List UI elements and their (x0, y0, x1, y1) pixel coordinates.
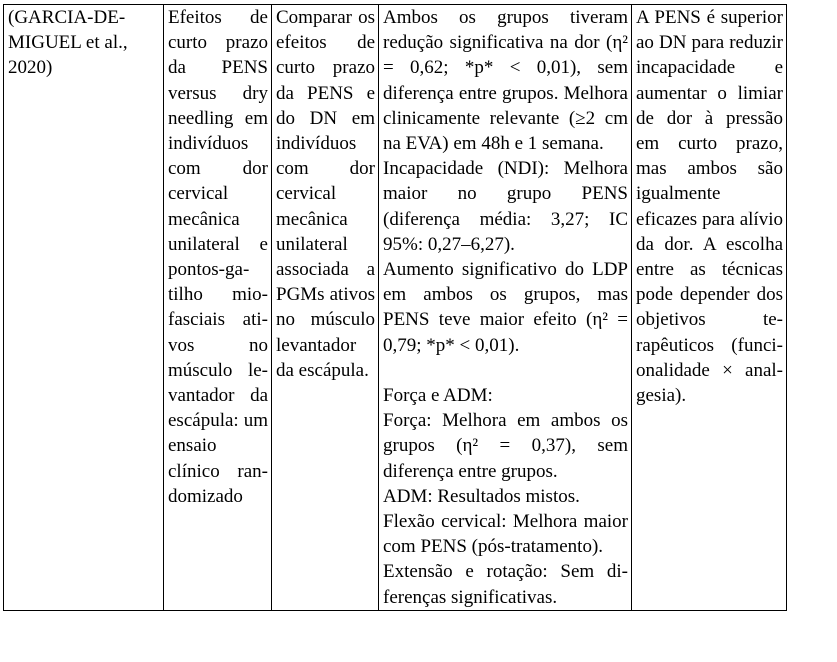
conclusion-text: A PENS é superior ao DN para reduzir incapacidade e aumentar o limiar de dor à pressão em curto prazo, mas ambos são igualmente eficazes para alívio da dor. A escolha entre as técnicas pode depender dos objetivos terapêuticos (funcionalidade × analgesia). (636, 7, 783, 407)
objective-cell (272, 5, 379, 611)
conclusion-cell (632, 5, 787, 611)
table-row (4, 5, 787, 611)
study-title-text: Efeitos de curto prazo da PENS versus dry needling em indivíduos com dor cervical mecânica unilateral e pontos-gatilho miofasciais ativos no músculo levantador da escápula: um ensaio clínico randomizado (168, 7, 268, 507)
reference-text: (GARCIA-DE-MIGUEL et al., 2020) (8, 7, 128, 79)
results-flexion-text: Flexão cervical: Melhora maior com PENS (pós-tratamento). (383, 511, 628, 558)
results-spacer (383, 358, 628, 383)
results-pain-text: Ambos os grupos tiveram redução significativa na dor (η² = 0,62; *p* < 0,01), sem diferença entre grupos. Melhora clinicamente relevante (≥2 cm na EVA) em 48h e 1 semana. (383, 7, 628, 155)
objective-text: Comparar os efeitos de curto prazo da PENS e do DN em indivíduos com dor cervical mecânica unilateral associada a PGMs ativos no músculo levantador da escápula. (276, 7, 375, 381)
results-adm-text: ADM: Resultados mistos. (383, 485, 580, 507)
results-force-text: Força: Melhora em ambos os grupos (η² = 0,37), sem diferença entre grupos. (383, 410, 628, 482)
reference-cell (4, 5, 164, 611)
results-ldp-text: Aumento significativo do LDP em ambos os grupos, mas PENS teve maior efeito (η² = 0,79; *p* < 0,01). (383, 259, 628, 356)
results-force-adm-heading: Força e ADM: (383, 385, 493, 407)
table-wrapper (3, 4, 787, 611)
results-extension-text: Extensão e rotação: Sem diferenças significativas. (383, 561, 628, 608)
results-ndi-text: Incapacidade (NDI): Melhora maior no grupo PENS (diferença média: 3,27; IC 95%: 0,27–6,27). (383, 158, 628, 255)
studies-table (3, 4, 787, 611)
title-cell (164, 5, 272, 611)
results-cell (379, 5, 632, 611)
